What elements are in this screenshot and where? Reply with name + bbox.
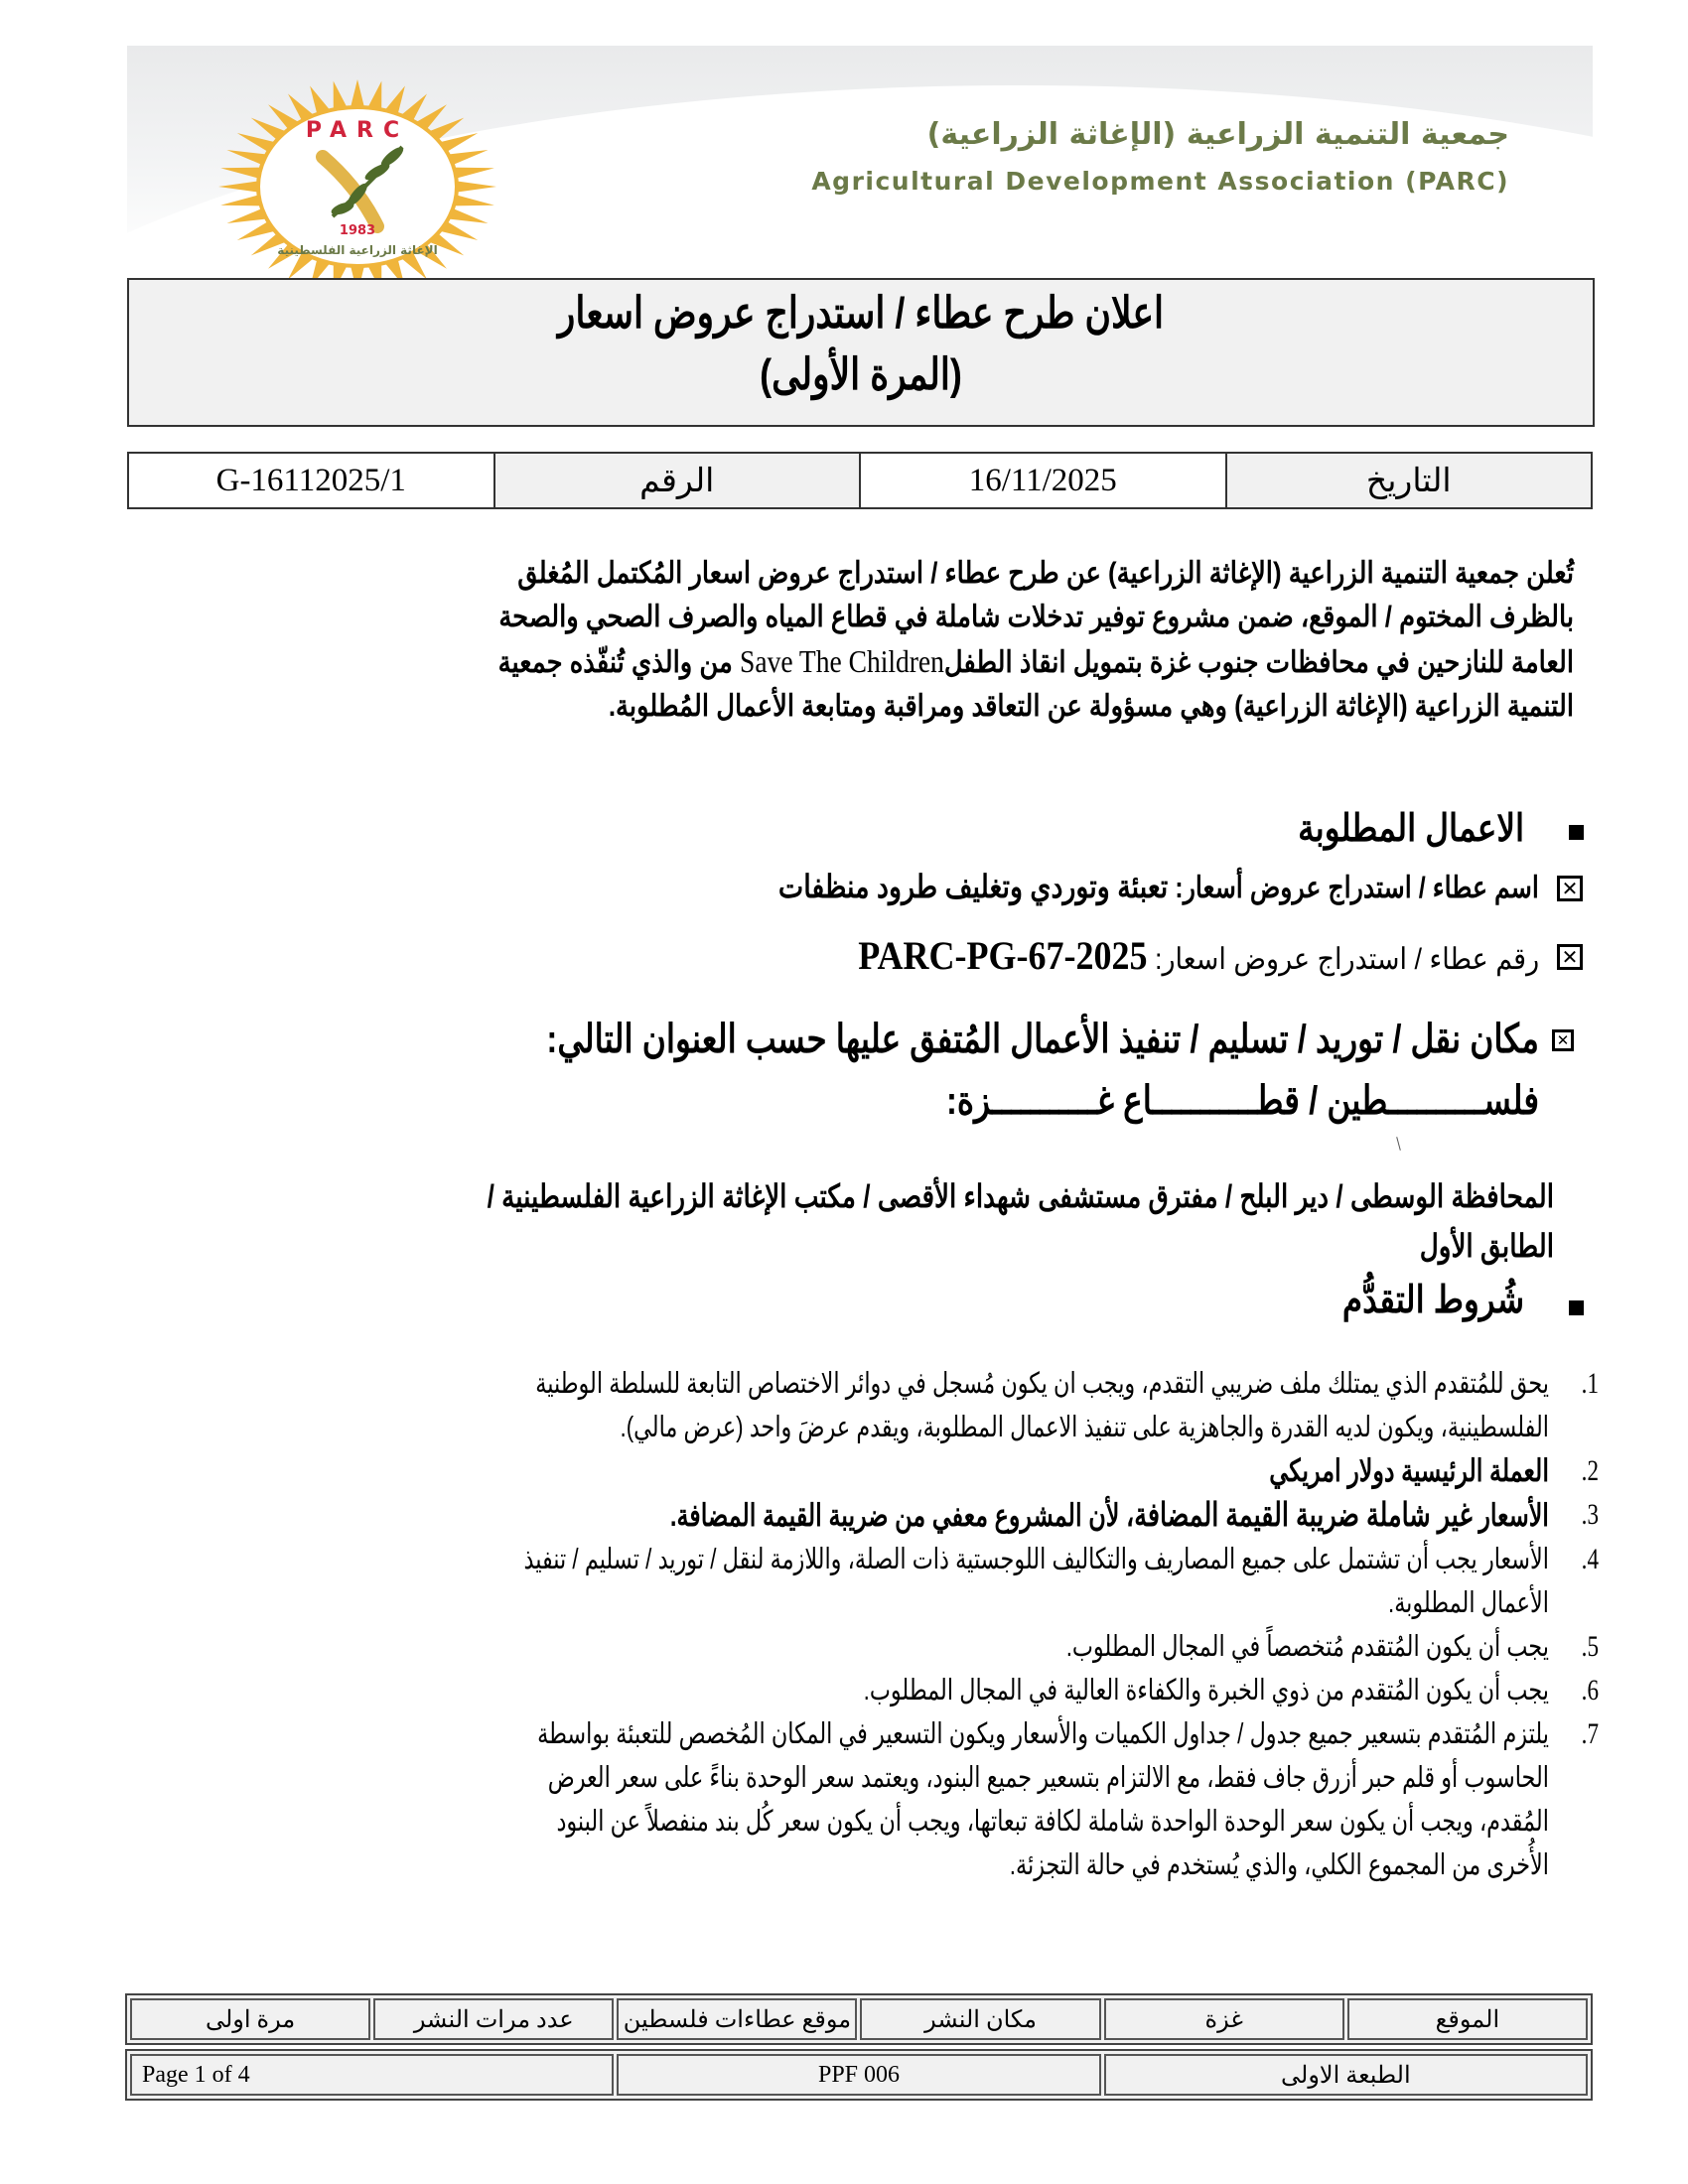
sun-ray (218, 181, 258, 192)
condition-number: 1. (1581, 1367, 1599, 1400)
condition-number: 6. (1581, 1674, 1599, 1706)
date-number-table (127, 452, 1593, 509)
page-number: Page 1 of 4 (130, 2054, 614, 2096)
tender-number-label: رقم عطاء / استدراج عروض اسعار: (1154, 943, 1539, 976)
intro-line: تُعلن جمعية التنمية الزراعية (الإغاثة الزراعية) عن طرح عطاء / استدراج عروض اسعار المُكتمل المُغلق (517, 557, 1575, 590)
condition-line (146, 1493, 1549, 1538)
condition-line: الأُخرى من المجموع الكلي، والذي يُستخدم في حالة التجزئة. (1009, 1849, 1549, 1881)
condition-number: 3. (1581, 1498, 1599, 1531)
logo-year: 1983 (339, 223, 376, 238)
tender-number-value: PARC-PG-67-2025 (858, 933, 1148, 978)
date-value: 16/11/2025 (860, 453, 1226, 508)
intro-line: التنمية الزراعية (الإغاثة الزراعية) وهي مسؤولة عن التعاقد ومراقبة ومتابعة الأعمال المُطلوبة. (608, 690, 1574, 723)
condition-item (146, 1669, 1599, 1712)
form-code: PPF 006 (617, 2054, 1100, 2096)
square-bullet-icon (1569, 1300, 1584, 1315)
logo-ring-text: الإغاثة الزراعية الفلسطينية (277, 243, 438, 257)
publication-count-value: مرة اولى (130, 1998, 370, 2040)
tender-name-label: اسم عطاء / استدراج عروض أسعار: (1175, 872, 1539, 904)
intro-line (310, 639, 1574, 685)
condition-line: المُقدم، ويجب أن يكون سعر الوحدة الواحدة شاملة لكافة تبعاتها، ويجب أن يكون سعر كُل بند منفصلاً عن البنود (556, 1806, 1549, 1838)
document-footer-table (125, 2049, 1593, 2101)
condition-line: الأعمال المطلوبة. (1387, 1587, 1549, 1619)
checkbox-checked-icon: ✕ (1557, 944, 1583, 970)
conditions-list (146, 1362, 1599, 1887)
tender-name-value: تعبئة وتوردي وتغليف طرود منظفات (777, 869, 1169, 904)
condition-line: يجب أن يكون المُتقدم مُتخصصاً في المجال المطلوب. (1065, 1631, 1549, 1663)
condition-line: يجب أن يكون المُتقدم من ذوي الخبرة والكفاءة العالية في المجال المطلوب. (863, 1675, 1549, 1706)
address-line: المحافظة الوسطى / دير البلح / مفترق مستشفى شهداء الأقصى / مكتب الإغاثة الزراعية الفلسطينية / (487, 1178, 1555, 1214)
org-name-english: Agricultural Development Association (PARC) (811, 167, 1509, 196)
condition-line: الفلسطينية، ويكون لديه القدرة والجاهزية على تنفيذ الاعمال المطلوبة، ويقدم عرضَ واحد (عرض مالي). (620, 1412, 1549, 1443)
condition-line: الأسعار يجب أن تشتمل على جميع المصاريف والتكاليف اللوجستية ذات الصلة، واللازمة لنقل / توريد / تسليم / تنفيذ (523, 1544, 1549, 1575)
publication-table (125, 1993, 1593, 2045)
publication-place-label: مكان النشر (860, 1998, 1100, 2040)
logo-parc-text: PARC (305, 118, 410, 143)
date-label: التاريخ (1226, 453, 1593, 508)
intro-line: بالظرف المختوم / الموقع، ضمن مشروع توفير تدخلات شاملة في قطاع المياه والصرف الصحي والصحة (498, 601, 1574, 633)
sun-ray (454, 168, 494, 179)
sun-ray (351, 79, 364, 107)
sun-ray (454, 195, 494, 205)
condition-item (146, 1538, 1599, 1625)
condition-line: الحاسوب أو قلم حبر أزرق جاف فقط، مع الالتزام بتسعير جميع البنود، ويعتمد سعر الوحدة بناءً على سعر العرض (547, 1762, 1549, 1794)
sun-ray (334, 81, 348, 110)
donor-name: Save The Children (740, 643, 944, 679)
announcement-subtitle: (المرة الأولى) (760, 350, 962, 399)
checkbox-checked-icon: ✕ (1557, 876, 1583, 901)
works-heading: الاعمال المطلوبة (1298, 808, 1524, 850)
condition-line: العملة الرئيسية دولار امريكي (1269, 1453, 1549, 1488)
condition-number: 2. (1581, 1454, 1599, 1487)
condition-item (146, 1449, 1599, 1493)
tender-name (778, 868, 1539, 905)
intro-text: من والذي تُنفّذه جمعية (497, 646, 741, 679)
conditions-heading: شُروط التقدُّم (1341, 1280, 1524, 1321)
location-value: غزة (1104, 1998, 1344, 2040)
reference-number-label: الرقم (494, 453, 861, 508)
condition-line: يحق للمُتقدم الذي يمتلك ملف ضريبي التقدم، ويجب ان يكون مُسجل في دوائر الاختصاص التابعة للسلطة الوطنية (535, 1368, 1549, 1400)
sun-ray (367, 81, 381, 110)
edition-label: الطبعة الاولى (1104, 2054, 1588, 2096)
announcement-title: اعلان طرح عطاء / استدراج عروض اسعار (557, 289, 1165, 338)
parc-logo (209, 77, 506, 296)
condition-emphasis: غير شاملة ضريبة القيمة المضافة، (1126, 1496, 1473, 1533)
delivery-location (269, 1009, 1539, 1132)
condition-text: لأن المشروع معفي من ضريبة القيمة المضافة. (669, 1498, 1127, 1533)
checkbox-checked-icon: ✕ (1552, 1029, 1574, 1051)
condition-item (146, 1493, 1599, 1538)
reference-number-value: G-16112025/1 (128, 453, 494, 508)
tender-number (858, 932, 1539, 979)
sun-ray (220, 168, 261, 179)
condition-number: 7. (1581, 1717, 1599, 1750)
intro-paragraph (310, 552, 1574, 729)
publication-count-label: عدد مرات النشر (373, 1998, 614, 2040)
delivery-location-heading: مكان نقل / توريد / تسليم / تنفيذ الأعمال المُتفق عليها حسب العنوان التالي: (546, 1018, 1539, 1061)
condition-item (146, 1712, 1599, 1887)
org-name-arabic: جمعية التنمية الزراعية (الإغاثة الزراعية) (926, 117, 1509, 152)
location-label: الموقع (1347, 1998, 1588, 2040)
stray-mark (1396, 1137, 1401, 1151)
sun-ray (220, 195, 261, 205)
publication-place-value: موقع عطاءات فلسطين (617, 1998, 857, 2040)
announcement-title-box (127, 278, 1595, 427)
condition-item (146, 1362, 1599, 1449)
square-bullet-icon (1569, 825, 1584, 840)
address-line: الطابق الأول (1419, 1228, 1554, 1264)
condition-item (146, 1625, 1599, 1669)
condition-number: 5. (1581, 1630, 1599, 1663)
condition-line: يلتزم المُتقدم بتسعير جميع جدول / جداول الكميات والأسعار ويكون التسعير في المكان المُخصص للتعبئة بواسطة (537, 1718, 1549, 1750)
condition-number: 4. (1581, 1543, 1599, 1575)
delivery-address (170, 1171, 1554, 1271)
delivery-location-region: فلســــــــــطين / قطـــــــــــاع غـــــــــــزة: (945, 1079, 1539, 1123)
intro-text: العامة للنازحين في محافظات جنوب غزة بتمويل انقاذ الطفل (943, 646, 1574, 679)
condition-text: الأسعار (1472, 1498, 1549, 1533)
sun-ray (457, 181, 496, 192)
